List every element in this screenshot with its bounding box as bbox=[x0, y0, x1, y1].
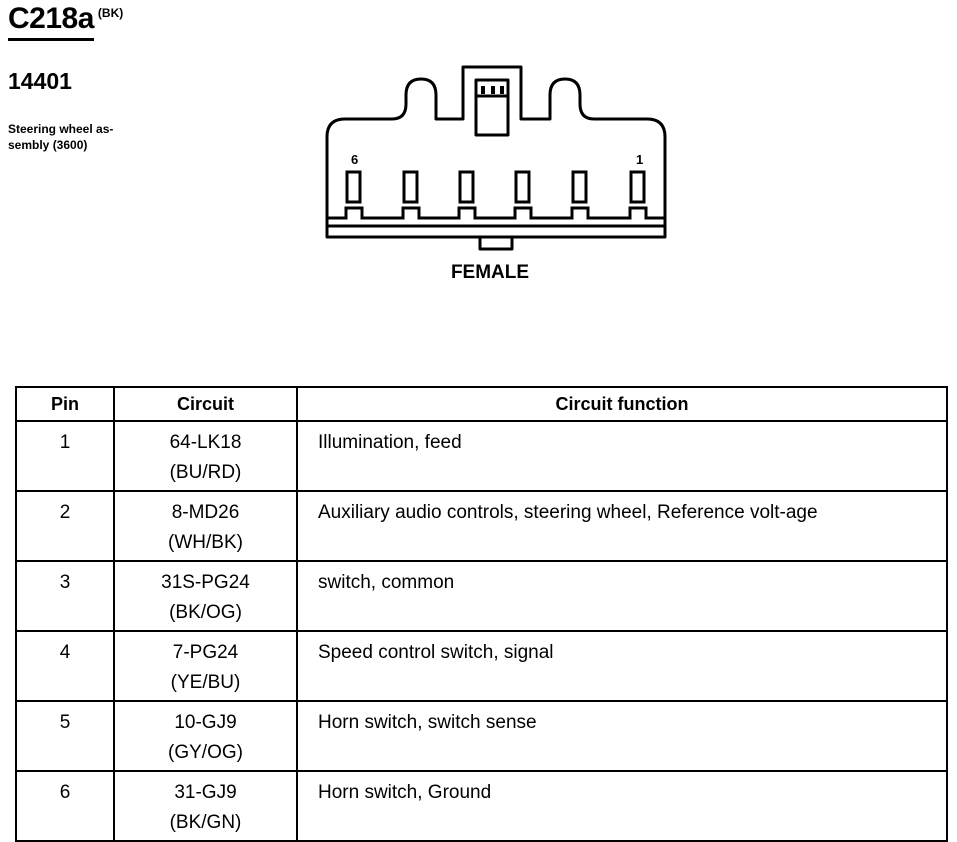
circuit-code: 64-LK18 bbox=[169, 432, 242, 453]
pin-number: 3 bbox=[16, 561, 114, 631]
circuit-code: 10-GJ9 bbox=[174, 712, 237, 733]
circuit-function: switch, common bbox=[297, 561, 947, 631]
wire-color: (WH/BK) bbox=[168, 532, 243, 553]
circuit-cell bbox=[114, 421, 297, 491]
circuit-code: 8-MD26 bbox=[171, 502, 240, 523]
header-circuit: Circuit bbox=[114, 387, 297, 421]
terminal-slot-row bbox=[327, 208, 665, 218]
wire-color: (BU/RD) bbox=[169, 462, 242, 483]
pin-label-first: 6 bbox=[351, 152, 359, 167]
polarizing-key bbox=[480, 237, 512, 249]
circuit-cell bbox=[114, 631, 297, 701]
connector-face-diagram bbox=[0, 0, 957, 300]
terminal-cavity-3 bbox=[516, 172, 529, 202]
wire-color: (GY/OG) bbox=[168, 742, 243, 763]
terminal-cavity-5 bbox=[404, 172, 417, 202]
table-row bbox=[16, 771, 947, 841]
circuit-cell bbox=[114, 491, 297, 561]
connector-description: Steering wheel as- sembly (3600) bbox=[8, 122, 114, 152]
circuit-code: 7-PG24 bbox=[172, 642, 239, 663]
table-row bbox=[16, 561, 947, 631]
part-number: 14401 bbox=[8, 68, 72, 94]
circuit-function: Horn switch, Ground bbox=[297, 771, 947, 841]
terminal-cavity-2 bbox=[573, 172, 586, 202]
connector-housing-outline bbox=[327, 67, 665, 237]
pin-number: 4 bbox=[16, 631, 114, 701]
wire-color: (BK/OG) bbox=[169, 602, 242, 623]
pinout-table bbox=[15, 386, 948, 842]
table-row bbox=[16, 701, 947, 771]
table-header-row bbox=[16, 387, 947, 421]
circuit-function: Horn switch, switch sense bbox=[297, 701, 947, 771]
pin-label-last: 1 bbox=[636, 152, 644, 167]
circuit-function: Illumination, feed bbox=[297, 421, 947, 491]
wire-color: (BK/GN) bbox=[169, 812, 242, 833]
circuit-cell bbox=[114, 561, 297, 631]
pin-number: 5 bbox=[16, 701, 114, 771]
connector-color: (BK) bbox=[97, 6, 124, 20]
terminal-cavity-1 bbox=[631, 172, 644, 202]
table-row bbox=[16, 421, 947, 491]
circuit-code: 31S-PG24 bbox=[161, 572, 250, 593]
circuit-cell bbox=[114, 701, 297, 771]
table-row bbox=[16, 491, 947, 561]
circuit-code: 31-GJ9 bbox=[174, 782, 237, 803]
circuit-cell bbox=[114, 771, 297, 841]
pin-number: 2 bbox=[16, 491, 114, 561]
terminal-cavity-4 bbox=[460, 172, 473, 202]
pin-number: 1 bbox=[16, 421, 114, 491]
connector-gender-label: FEMALE bbox=[450, 262, 530, 283]
circuit-function: Auxiliary audio controls, steering wheel, Reference volt-age bbox=[297, 491, 947, 561]
pin-number: 6 bbox=[16, 771, 114, 841]
connector-id: C218a bbox=[8, 2, 94, 41]
header-pin: Pin bbox=[16, 387, 114, 421]
circuit-function: Speed control switch, signal bbox=[297, 631, 947, 701]
terminal-cavity-6 bbox=[347, 172, 360, 202]
wire-color: (YE/BU) bbox=[170, 672, 241, 693]
table-row bbox=[16, 631, 947, 701]
header-function: Circuit function bbox=[297, 387, 947, 421]
